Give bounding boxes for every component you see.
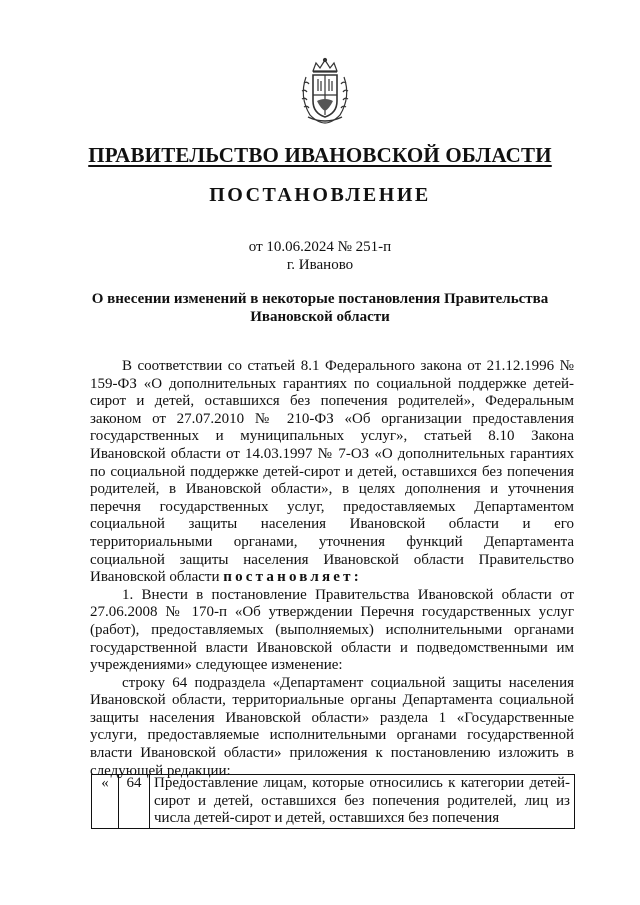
table-quote-cell: « [92,775,119,829]
coat-of-arms-icon [296,57,354,125]
government-title: ПРАВИТЕЛЬСТВО ИВАНОВСКОЙ ОБЛАСТИ [88,143,552,167]
item-1-paragraph: 1. Внести в постановление Правительства Ивановской области от 27.06.2008 № 170-п «Об утверждении Перечня государственных услуг (работ), предоставляемых (выполняемых) исполнительными органами государственной власти Ивановской области и подведомственными им учреждениями» следующее изменение: [90,586,574,674]
table-row [92,775,575,829]
subject-line-1: О внесении изменений в некоторые постановления Правительства [91,291,549,307]
preamble-text: В соответствии со статьей 8.1 Федерального закона от 21.12.1996 № 159-ФЗ «О дополнительных гарантиях по социальной поддержке детей-сирот и детей, оставшихся без попечения родителей», Федеральным законом от 27.07.2010 № 210-ФЗ «Об организации предоставления государственных и муниципальных услуг», статьей 8.10 Закона Ивановской области от 14.03.1997 № 7-ОЗ «О дополнительных гарантиях по социальной поддержке детей-сирот и детей, оставшихся без попечения родителей, в Ивановской области», в целях дополнения и уточнения перечня государственных услуг, предоставляемых Департаментом социальной защиты населения Ивановской области и его территориальными органами, уточнения функций Департамента социальной защиты населения Ивановской области Правительство Ивановской области [90,358,574,586]
subject-line-2: Ивановской области [250,309,390,325]
table-number-cell: 64 [119,775,150,829]
preamble-paragraph [90,358,574,587]
services-table [91,774,575,829]
table-text-cell: Предоставление лицам, которые относились к категории детей-сирот и детей, оставшихся без попечения родителей, лиц из числа детей-сирот и детей, оставшихся без попечения [150,775,575,829]
decree-subject [80,290,560,326]
document-type: ПОСТАНОВЛЕНИЕ [209,184,431,206]
row-64-paragraph: строку 64 подраздела «Департамент социальной защиты населения Ивановской области, территориальные органы Департамента социальной защиты населения Ивановской области» раздела 1 «Государственные услуги, предоставляемые исполнительными органами государственной власти Ивановской области» приложения к постановлению изложить в следующей редакции: [90,674,574,779]
decree-body [90,358,574,780]
decree-city: г. Иваново [286,257,354,273]
decree-date-number: от 10.06.2024 № 251-п [248,239,392,255]
resolves-word: постановляет: [223,569,362,586]
